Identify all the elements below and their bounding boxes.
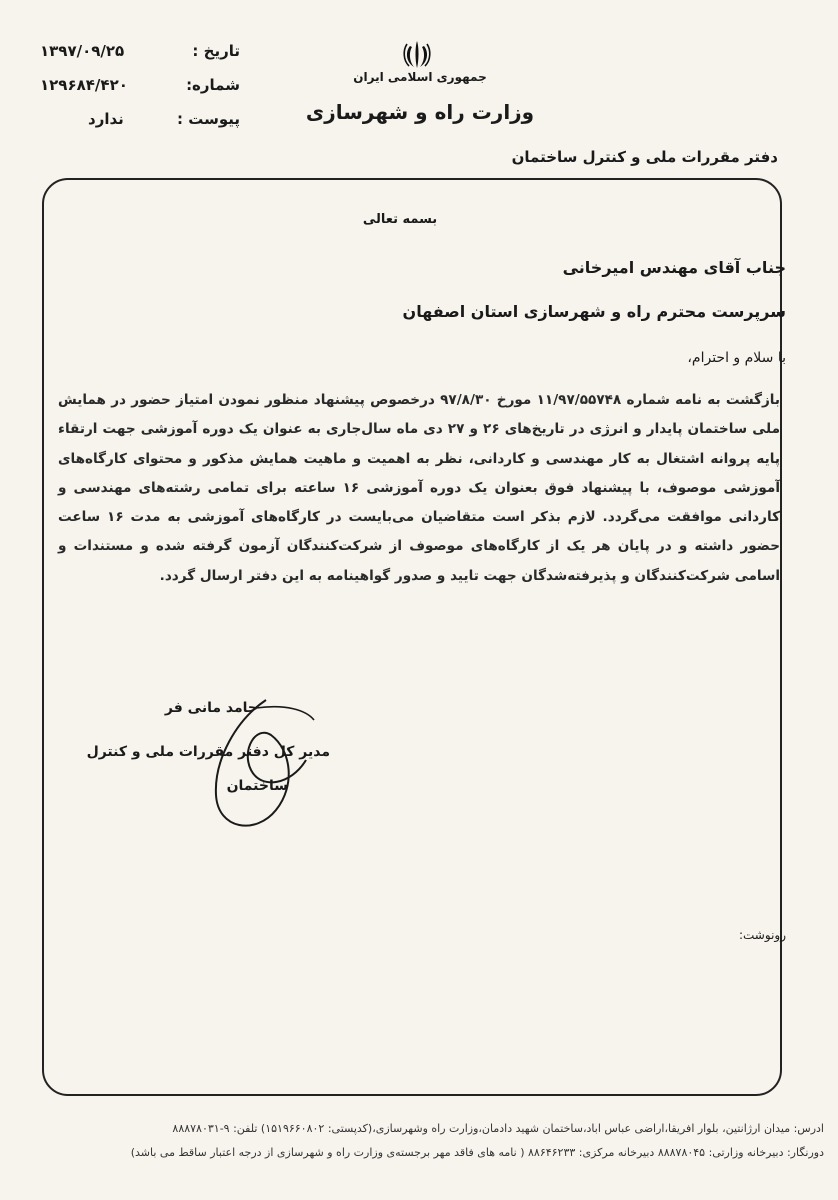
number-value: ۱۲۹۶۸۴/۴۲۰ <box>40 76 128 94</box>
date-row <box>40 42 240 68</box>
greeting: با سلام و احترام، <box>687 350 786 366</box>
iran-emblem-icon <box>400 38 434 72</box>
bismillah: بسمه تعالی <box>362 212 438 227</box>
footer-address: ادرس: میدان ارژانتین، بلوار افریقا،اراضی عباس اباد،ساختمان شهید دادمان،وزارت راه وشهرسازی،(کدپستی: ۱۵۱۹۶۶۰۸۰۲) تلفن: ۹-۸۸۸۷۸۰۳۱ <box>172 1122 824 1135</box>
signer-name: حامد مانی فر <box>164 700 258 716</box>
signer-title: مدیر کل دفتر مقررات ملی و کنترل <box>86 744 330 760</box>
date-value: ۱۳۹۷/۰۹/۲۵ <box>40 42 125 60</box>
attachment-label: پیوست : <box>176 110 240 128</box>
addressee-position: سرپرست محترم راه و شهرسازی استان اصفهان <box>402 302 786 321</box>
signer-title-continued: ساختمان <box>226 778 288 794</box>
attachment-row <box>40 110 240 136</box>
attachment-value: ندارد <box>88 110 124 128</box>
office-title: دفتر مقررات ملی و کنترل ساختمان <box>511 148 778 166</box>
footer-fax-notice: دورنگار: دبیرخانه وزارتی: ۸۸۸۷۸۰۴۵ دبیرخانه مرکزی: ۸۸۶۴۶۲۳۳ ( نامه های فاقد مهر برجسته‌ی وزارت راه و شهرسازی از درجه اعتبار ساقط می باشد) <box>130 1146 824 1159</box>
ministry-title: وزارت راه و شهرسازی <box>305 100 535 124</box>
cc-label: رونوشت: <box>738 928 786 942</box>
letter-body: بازگشت به نامه شماره ۱۱/۹۷/۵۵۷۴۸ مورخ ۹۷/۸/۳۰ درخصوص پیشنهاد منظور نمودن امتیاز حضور در همایش ملی ساختمان پایدار و انرژی در تاریخ‌های ۲۶ و ۲۷ دی ماه سال‌جاری به عنوان یک دوره آموزشی جهت ارتقاء پایه پروانه اشتغال به کار مهندسی و کاردانی، نظر به اهمیت و ماهیت همایش مذکور و محتوای کارگاه‌های آموزشی موصوف، با پیشنهاد فوق بعنوان یک دوره آموزشی ۱۶ ساعته برای تمامی رشته‌های مهندسی و کاردانی موافقت می‌گردد. لازم بذکر است متقاضیان می‌بایست در کارگاه‌های آموزشی به مدت ۱۶ ساعت حضور داشته و در پایان هر یک از کارگاه‌های موصوف از شرکت‌کنندگان آزمون گرفته شده و مستندات و اسامی شرکت‌کنندگان و پذیرفته‌شدگان جهت تایید و صدور گواهینامه به این دفتر ارسال گردد. <box>58 392 781 584</box>
addressee-name: جناب آقای مهندس امیرخانی <box>562 258 786 277</box>
number-row <box>40 76 240 102</box>
date-label: تاریخ : <box>192 42 240 60</box>
number-label: شماره: <box>186 76 240 94</box>
republic-title: جمهوری اسلامی ایران <box>353 70 487 84</box>
